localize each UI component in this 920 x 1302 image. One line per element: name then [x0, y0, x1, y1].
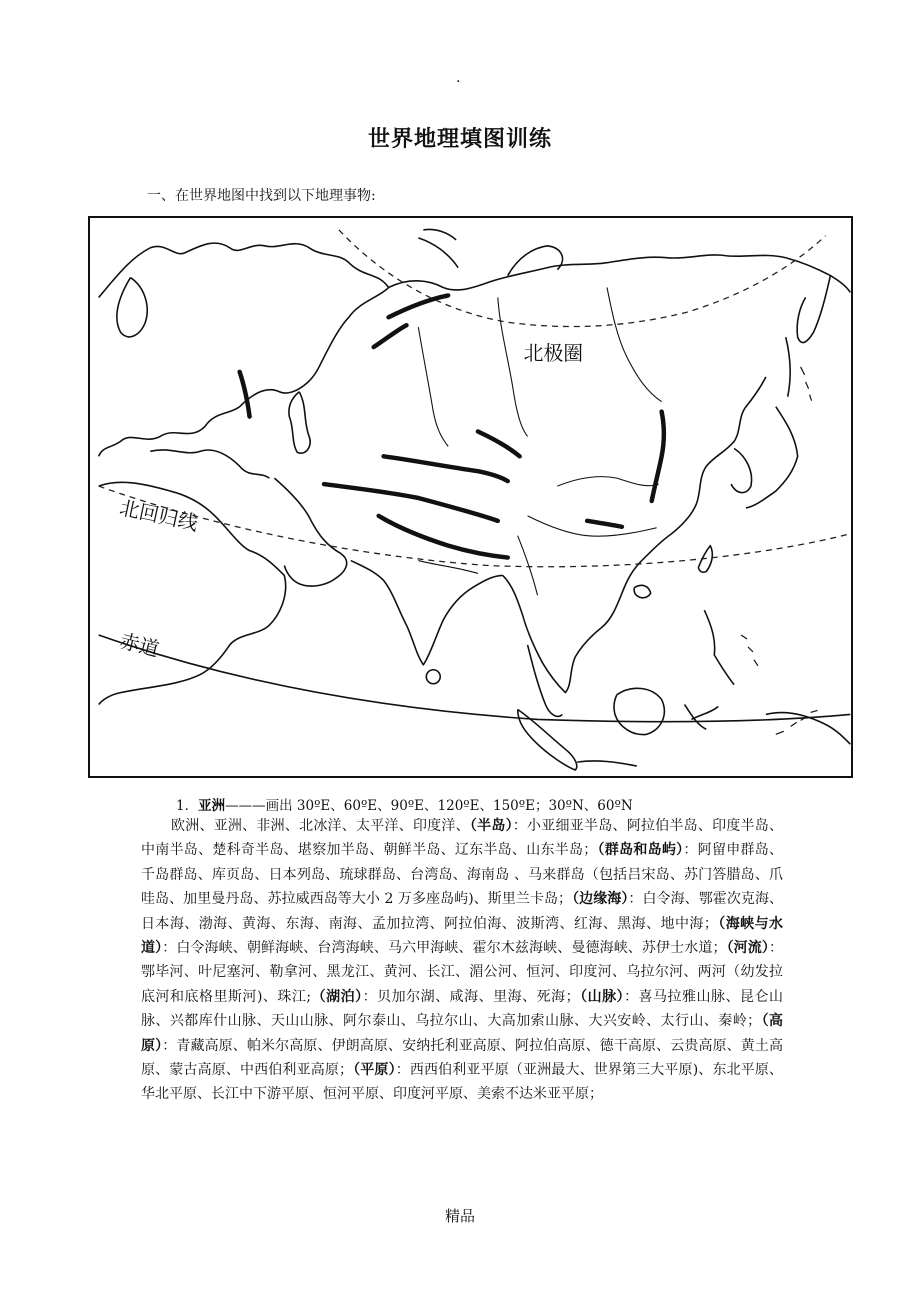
item-1-line — [176, 794, 633, 814]
scandinavia — [117, 278, 147, 337]
label-tropic: 北回归线 — [117, 496, 200, 536]
mountain-kunlun — [324, 484, 498, 521]
island-chain-2 — [741, 635, 758, 666]
item-1-number: 1． — [176, 798, 199, 814]
paragraph-text: ：西西伯利亚平原（亚洲最大、世界第三大平原)、东北平原、华北平原、长江中下游平原、恒河平原、印度河平原、美索不达米亚平原； — [141, 1062, 784, 1103]
caspian-sea — [289, 392, 310, 453]
borneo — [614, 688, 664, 734]
europe-coast — [99, 243, 389, 456]
category-heading: （山脉） — [579, 988, 625, 1005]
paragraph-text: 欧洲、亚洲、非洲、北冰洋、太平洋、印度洋、 — [171, 818, 470, 834]
arctic-circle-line — [339, 230, 826, 327]
category-heading: （河流） — [726, 940, 770, 957]
hainan — [634, 585, 651, 597]
label-equator: 赤道 — [117, 629, 162, 662]
item-1-instruction: 画出 30ºE、60ºE、90ºE、120ºE、150ºE；30ºN、60ºN — [265, 798, 633, 814]
paragraph-text: ：阿留申群岛、千岛群岛、库页岛、日本列岛、琉球群岛、台湾岛、海南岛 、马来群岛（包括吕宋岛、苏门答腊岛、爪哇岛、加里曼丹岛、苏拉威西岛等大小 2 万多座岛屿)、斯里兰卡岛； — [141, 842, 784, 908]
india-coast — [351, 561, 503, 665]
river-lena — [607, 288, 662, 402]
mediterranean — [150, 450, 269, 478]
category-heading: （半岛） — [469, 818, 513, 834]
paragraph-text: ：喜马拉雅山脉、昆仑山脉、兴都库什山脉、天山山脉、阿尔泰山、乌拉尔山、大高加索山脉、大兴安岭、太行山、秦岭； — [141, 988, 784, 1030]
korea — [731, 448, 751, 492]
category-heading: （湖泊） — [311, 988, 363, 1005]
equator-line — [99, 635, 851, 722]
river-ob — [418, 327, 448, 446]
category-heading: （高原） — [141, 1013, 784, 1054]
paragraph-text: ：白令海峡、朝鲜海峡、台湾海峡、马六甲海峡、霍尔木兹海峡、曼德海峡、苏伊士水道； — [162, 940, 727, 957]
sulawesi — [684, 705, 718, 730]
paragraph-text: ：鄂毕河、叶尼塞河、勒拿河、黑龙江、黄河、长江、湄公河、恒河、印度河、乌拉尔河、两河（幼发拉底河和底格里斯河)、珠江; — [141, 940, 784, 1005]
java — [577, 761, 637, 766]
mountain-zagros — [240, 372, 250, 417]
river-mekong — [518, 536, 538, 596]
paragraph-text: ：小亚细亚半岛、阿拉伯半岛、印度半岛、中南半岛、楚科奇半岛、堪察加半岛、朝鲜半岛、辽东半岛、山东半岛； — [141, 818, 784, 859]
paragraph-text: ：青藏高原、帕米尔高原、伊朗高原、安纳托利亚高原、阿拉伯高原、德干高原、云贵高原、黄土高原、蒙古高原、中西伯利亚高原； — [141, 1037, 784, 1079]
river-yangtze — [528, 516, 657, 536]
header-mark: . — [456, 70, 461, 86]
tropic-line — [99, 486, 851, 567]
mountain-tianshan — [384, 456, 508, 481]
footer-label: 精品 — [444, 1207, 475, 1225]
category-heading: （平原） — [353, 1062, 396, 1079]
mountain-daxinganling — [652, 412, 664, 501]
item-1-dash: ——— — [225, 798, 266, 814]
river-yellow — [557, 477, 658, 487]
category-heading: （海峡与水道） — [141, 915, 784, 957]
item-1-paragraph — [141, 814, 783, 1107]
novaya-zemlya — [418, 229, 458, 267]
sakhalin — [786, 337, 790, 397]
indochina-coast — [503, 561, 642, 693]
river-ganges — [418, 561, 478, 574]
mountain-altai — [478, 431, 520, 456]
mountain-ural — [374, 295, 448, 347]
asia-map — [88, 216, 853, 778]
category-heading: （边缘海） — [572, 891, 629, 908]
question-1: 一、在世界地图中找到以下地理事物: — [147, 188, 376, 204]
philippines — [704, 610, 734, 684]
island-chain-3 — [801, 367, 812, 401]
kamchatka — [797, 276, 830, 343]
paragraph-text: ：白令海、鄂霍次克海、日本海、渤海、黄海、东海、南海、孟加拉湾、阿拉伯海、波斯湾、红海、黑海、地中海； — [141, 891, 784, 932]
asia-map-drawing — [90, 218, 851, 776]
paragraph-text: ：贝加尔湖、咸海、里海、死海； — [362, 988, 580, 1005]
japan — [746, 407, 798, 508]
category-heading: （群岛和岛屿） — [597, 842, 684, 859]
page-title: 世界地理填图训练 — [367, 126, 552, 152]
mountain-qinling — [587, 521, 622, 527]
label-arctic-circle: 北极圈 — [523, 341, 584, 365]
malay-peninsula — [528, 645, 563, 716]
siberia-coast — [389, 255, 851, 292]
sri-lanka — [426, 670, 440, 684]
item-1-heading: 亚洲 — [198, 798, 226, 814]
arabia-coast — [274, 478, 346, 586]
mountain-himalaya — [379, 516, 508, 558]
